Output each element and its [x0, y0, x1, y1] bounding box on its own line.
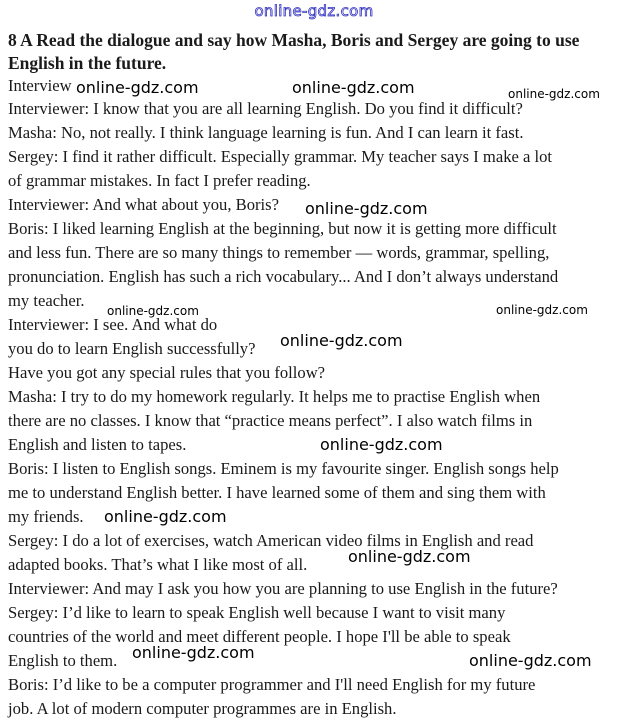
dialogue-line: Interviewer: And what about you, Boris?: [8, 195, 279, 214]
dialogue-line: Sergey: I do a lot of exercises, watch American video films in English and read: [8, 531, 534, 550]
dialogue-line: Interviewer: And may I ask you how you are planning to use English in the future?: [8, 579, 558, 598]
dialogue-line: there are no classes. I know that “practice means perfect”. I also watch films in: [8, 411, 533, 430]
dialogue-line: my friends.: [8, 507, 84, 526]
dialogue-line: of grammar mistakes. In fact I prefer reading.: [8, 171, 311, 190]
dialogue-line: Interviewer: I know that you are all learning English. Do you find it difficult?: [8, 99, 523, 118]
dialogue-line: job. A lot of modern computer programmes are in English.: [8, 699, 397, 718]
watermark: online-gdz.com: [104, 507, 227, 526]
exercise-title: [8, 29, 620, 75]
dialogue-line: Sergey: I find it rather difficult. Especially grammar. My teacher says I make a lot: [8, 147, 553, 166]
dialogue-line: my teacher.: [8, 291, 85, 310]
dialogue-line: countries of the world and meet different people. I hope I'll be able to speak: [8, 627, 511, 646]
dialogue-line: Boris: I’d like to be a computer programmer and I'll need English for my future: [8, 675, 536, 694]
dialogue-line: me to understand English better. I have learned some of them and sing them with: [8, 483, 546, 502]
dialogue-line: you do to learn English successfully?: [8, 339, 256, 358]
dialogue-line: Masha: I try to do my homework regularly. It helps me to practise English when: [8, 387, 541, 406]
watermark: online-gdz.com: [107, 304, 199, 318]
watermark: online-gdz.com: [305, 199, 428, 218]
dialogue-line: Interview: [8, 76, 72, 95]
dialogue-line: English and listen to tapes.: [8, 435, 187, 454]
dialogue-line: adapted books. That’s what I like most of all.: [8, 555, 308, 574]
dialogue-line: pronunciation. English has such a rich vocabulary... And I don’t always understand: [8, 267, 559, 286]
exercise-title-line: English in the future.: [8, 53, 167, 73]
watermark: online-gdz.com: [292, 78, 415, 97]
watermark: online-gdz.com: [280, 331, 403, 350]
dialogue-line: and less fun. There are so many things to remember — words, grammar, spelling,: [8, 243, 550, 262]
watermark: online-gdz.com: [496, 303, 588, 317]
header-watermark: online-gdz.com: [254, 2, 374, 20]
watermark: online-gdz.com: [132, 643, 255, 662]
dialogue-line: Interviewer: I see. And what do: [8, 315, 218, 334]
watermark: online-gdz.com: [469, 651, 592, 670]
dialogue-line: Boris: I liked learning English at the beginning, but now it is getting more difficult: [8, 219, 557, 238]
dialogue-line: English to them.: [8, 651, 118, 670]
watermark: online-gdz.com: [76, 78, 199, 97]
dialogue-line: Masha: No, not really. I think language learning is fun. And I can learn it fast.: [8, 123, 524, 142]
exercise-title-line: 8 A Read the dialogue and say how Masha, Boris and Sergey are going to use: [8, 30, 580, 50]
watermark: online-gdz.com: [508, 87, 600, 101]
watermark: online-gdz.com: [320, 435, 443, 454]
dialogue-line: Boris: I listen to English songs. Eminem is my favourite singer. English songs help: [8, 459, 559, 478]
watermark: online-gdz.com: [348, 547, 471, 566]
dialogue-line: Sergey: I’d like to learn to speak English well because I want to visit many: [8, 603, 506, 622]
dialogue-line: Have you got any special rules that you follow?: [8, 363, 326, 382]
